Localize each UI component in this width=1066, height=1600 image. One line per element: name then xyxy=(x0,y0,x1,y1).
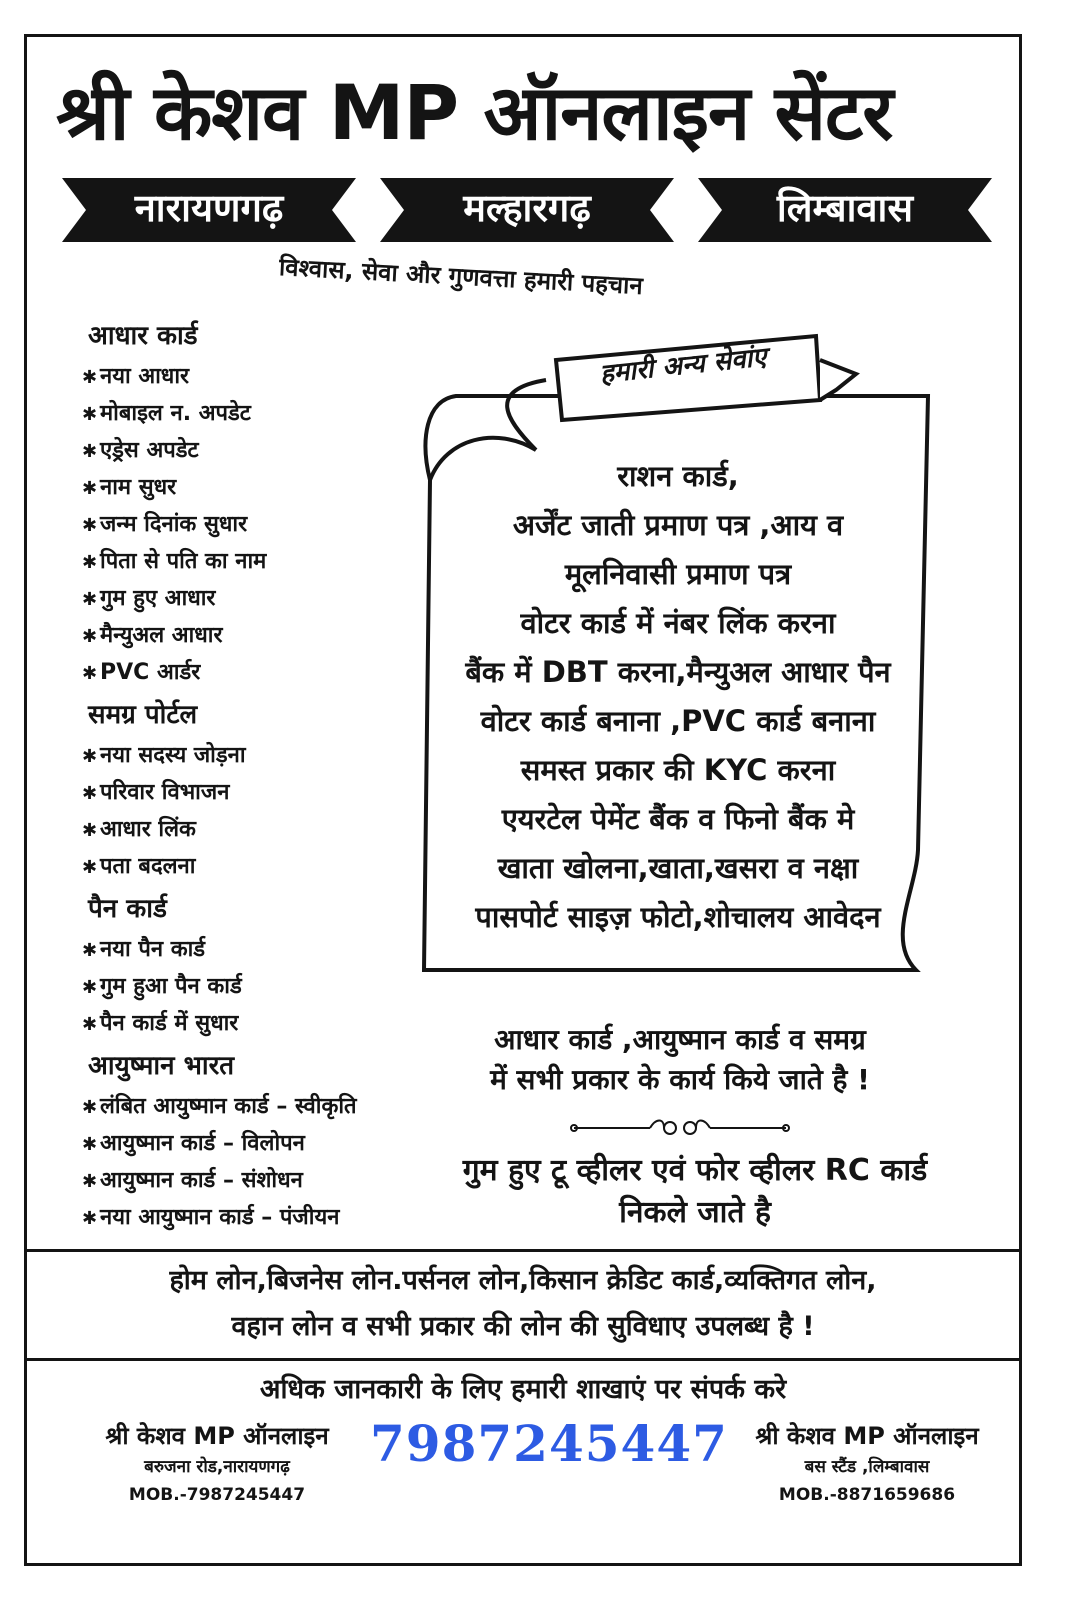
notice-line: निकले जाते है xyxy=(619,1195,771,1230)
list-item: ✱ PVC आर्डर xyxy=(82,654,422,691)
branch-ribbon-narayangarh xyxy=(62,178,356,242)
bullet-icon: ✱ xyxy=(82,404,98,425)
service-line: राशन कार्ड, xyxy=(617,459,739,493)
branch-name: श्री केशव MP ऑनलाइन xyxy=(755,1422,979,1450)
bullet-icon: ✱ xyxy=(82,441,98,462)
list-item: ✱ पिता से पति का नाम xyxy=(82,543,422,580)
divider xyxy=(24,1358,1022,1361)
list-item: ✱ पैन कार्ड में सुधार xyxy=(82,1005,422,1042)
divider xyxy=(24,1249,1022,1252)
loan-services xyxy=(40,1258,1006,1350)
list-item: ✱ गुम हुए आधार xyxy=(82,580,422,617)
bullet-icon: ✱ xyxy=(82,663,98,684)
bullet-icon: ✱ xyxy=(82,783,98,804)
list-item: ✱ गुम हुआ पैन कार्ड xyxy=(82,968,422,1005)
flourish-divider-icon xyxy=(570,1116,790,1144)
list-item: ✱ नया सदस्य जोड़ना xyxy=(82,737,422,774)
bullet-icon: ✱ xyxy=(82,1097,98,1118)
section-heading-samagra: समग्र पोर्टल xyxy=(88,700,198,730)
bullet-icon: ✱ xyxy=(82,626,98,647)
list-item: ✱ नया आयुष्मान कार्ड – पंजीयन xyxy=(82,1199,422,1236)
left-services xyxy=(82,312,422,1236)
bullet-icon: ✱ xyxy=(82,1171,98,1192)
other-services-list xyxy=(428,452,928,942)
list-item: ✱ परिवार विभाजन xyxy=(82,774,422,811)
bullet-icon: ✱ xyxy=(82,515,98,536)
other-services-banner: हमारी अन्य सेवांए xyxy=(598,342,768,390)
branch-ribbon-limbawas xyxy=(698,178,992,242)
branch-contact-left xyxy=(72,1418,362,1510)
section-heading-pan: पैन कार्ड xyxy=(88,894,167,924)
bullet-icon: ✱ xyxy=(82,1134,98,1155)
tagline: विश्वास, सेवा और गुणवत्ता हमारी पहचान xyxy=(278,252,644,301)
list-item: ✱ मोबाइल न. अपडेट xyxy=(82,395,422,432)
section-heading-ayushman: आयुष्मान भारत xyxy=(88,1051,235,1081)
list-item: ✱ आयुष्मान कार्ड – विलोपन xyxy=(82,1125,422,1162)
branch-contact-right xyxy=(722,1418,1012,1510)
service-line: पासपोर्ट साइज़ फोटो,शोचालय आवेदन xyxy=(475,900,881,934)
loan-line: होम लोन,बिजनेस लोन.पर्सनल लोन,किसान क्रेडिट कार्ड,व्यक्तिगत लोन, xyxy=(169,1265,877,1296)
service-line: एयरटेल पेमेंट बैंक व फिनो बैंक मे xyxy=(501,802,855,836)
bullet-icon: ✱ xyxy=(82,746,98,767)
branch-name: श्री केशव MP ऑनलाइन xyxy=(105,1422,329,1450)
page-title: श्री केशव MP ऑनलाइन सेंटर xyxy=(56,68,893,157)
notice-rc-card xyxy=(430,1150,960,1234)
contact-heading: अधिक जानकारी के लिए हमारी शाखाएं पर संपर्क करे xyxy=(259,1374,787,1405)
service-line: समस्त प्रकार की KYC करना xyxy=(520,753,836,787)
list-item: ✱ नया आधार xyxy=(82,358,422,395)
service-line: मूलनिवासी प्रमाण पत्र xyxy=(564,557,792,591)
bullet-icon: ✱ xyxy=(82,977,98,998)
loan-line: वहान लोन व सभी प्रकार की लोन की सुविधाए उपलब्ध है ! xyxy=(231,1311,815,1342)
bullet-icon: ✱ xyxy=(82,367,98,388)
list-item: ✱ जन्म दिनांक सुधार xyxy=(82,506,422,543)
phone-number[interactable]: 7987245447 xyxy=(370,1414,728,1473)
list-item: ✱ एड्रेस अपडेट xyxy=(82,432,422,469)
list-item: ✱ नाम सुधर xyxy=(82,469,422,506)
bullet-icon: ✱ xyxy=(82,1014,98,1035)
section-heading-aadhaar: आधार कार्ड xyxy=(88,321,198,351)
notice-line: गुम हुए टू व्हीलर एवं फोर व्हीलर RC कार्ड xyxy=(462,1153,928,1188)
branch-ribbon-label: लिम्बावास xyxy=(776,186,914,230)
list-item: ✱ मैन्युअल आधार xyxy=(82,617,422,654)
branch-address: बस स्टैंड ,लिम्बावास xyxy=(804,1457,930,1477)
list-item: ✱ पता बदलना xyxy=(82,848,422,885)
list-item: ✱ आधार लिंक xyxy=(82,811,422,848)
branch-ribbon-label: मल्हारगढ़ xyxy=(463,186,591,230)
list-item: ✱ लंबित आयुष्मान कार्ड – स्वीकृति xyxy=(82,1088,422,1125)
service-line: वोटर कार्ड बनाना ,PVC कार्ड बनाना xyxy=(480,704,876,738)
service-line: अर्जेंट जाती प्रमाण पत्र ,आय व xyxy=(512,508,844,542)
bullet-icon: ✱ xyxy=(82,857,98,878)
branch-ribbon-malhargarh xyxy=(380,178,674,242)
service-line: खाता खोलना,खाता,खसरा व नक्षा xyxy=(497,851,859,885)
branch-ribbon-label: नारायणगढ़ xyxy=(134,186,284,230)
service-line: वोटर कार्ड में नंबर लिंक करना xyxy=(520,606,836,640)
list-item: ✱ नया पैन कार्ड xyxy=(82,931,422,968)
notice-all-work xyxy=(440,1020,920,1100)
service-line: बैंक में DBT करना,मैन्युअल आधार पैन xyxy=(465,655,891,689)
bullet-icon: ✱ xyxy=(82,940,98,961)
bullet-icon: ✱ xyxy=(82,552,98,573)
list-item: ✱ आयुष्मान कार्ड – संशोधन xyxy=(82,1162,422,1199)
bullet-icon: ✱ xyxy=(82,478,98,499)
bullet-icon: ✱ xyxy=(82,1208,98,1229)
branch-mobile: MOB.-8871659686 xyxy=(778,1485,956,1505)
branch-address: बरुजना रोड,नारायणगढ़ xyxy=(144,1457,290,1477)
bullet-icon: ✱ xyxy=(82,589,98,610)
bullet-icon: ✱ xyxy=(82,820,98,841)
branch-mobile: MOB.-7987245447 xyxy=(128,1485,306,1505)
notice-line: में सभी प्रकार के कार्य किये जाते है ! xyxy=(490,1063,870,1096)
notice-line: आधार कार्ड ,आयुष्मान कार्ड व समग्र xyxy=(494,1023,866,1056)
